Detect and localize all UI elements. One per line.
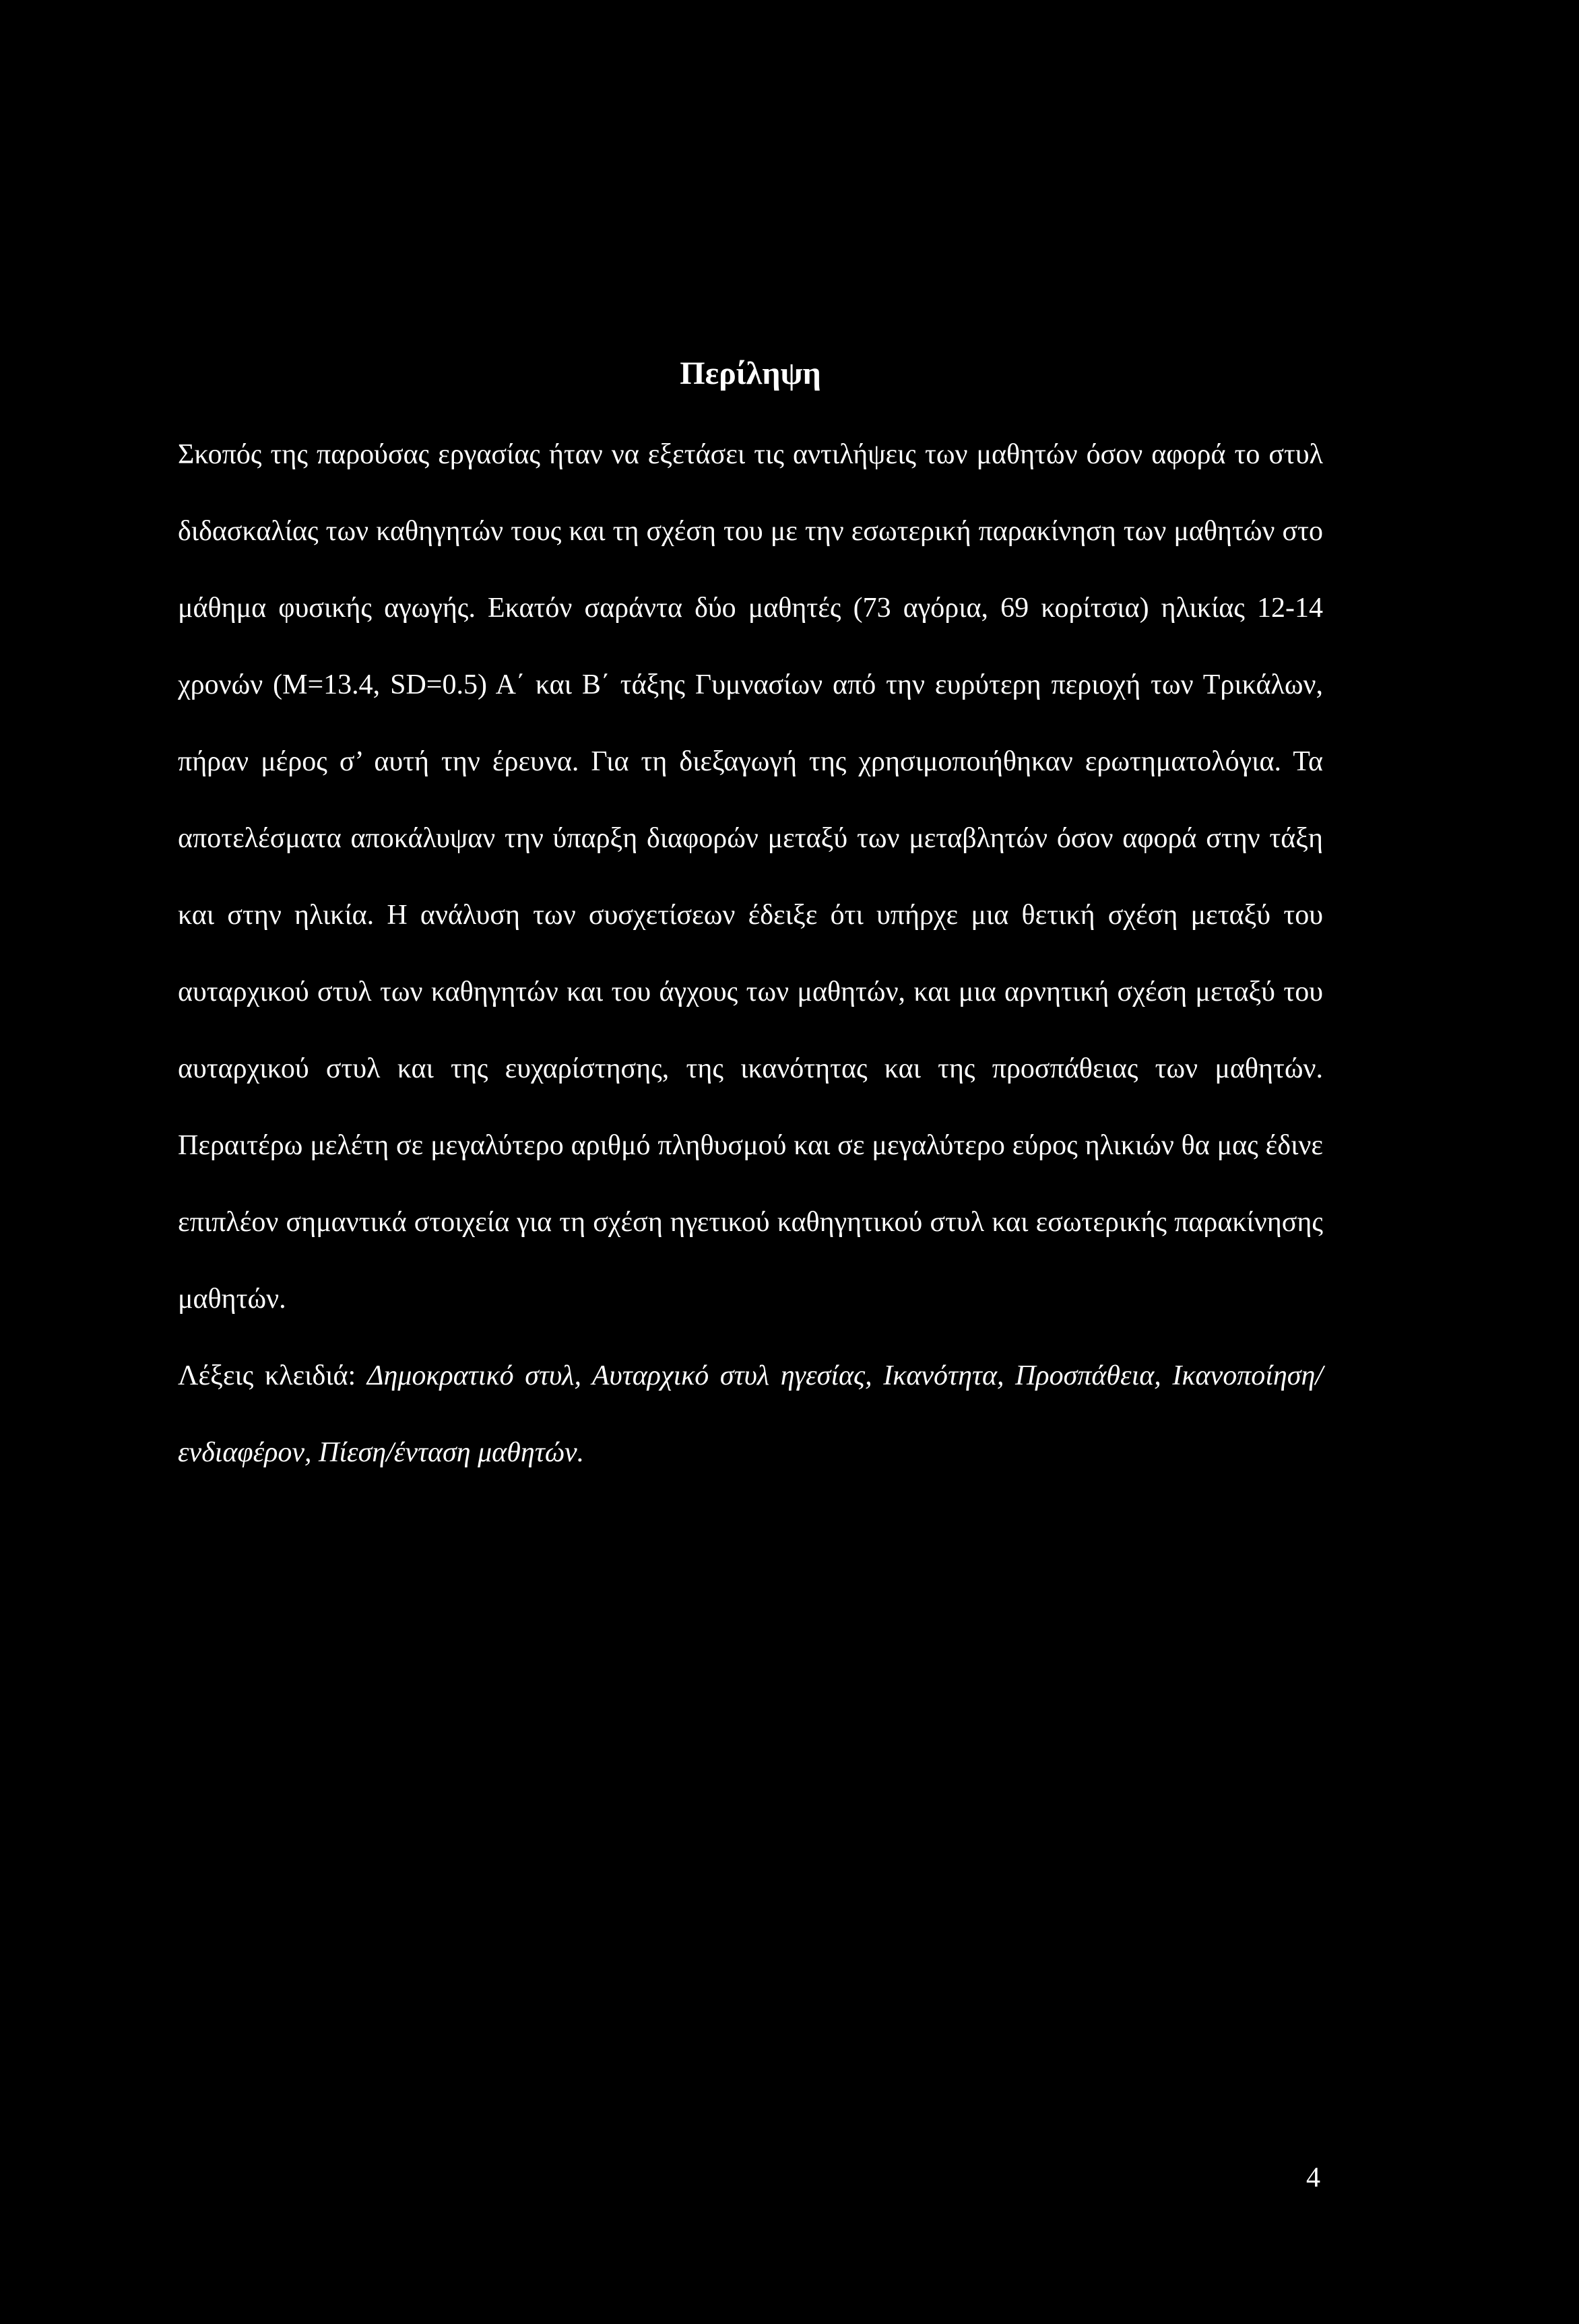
page-number: 4 [1306,2162,1320,2193]
abstract-section [178,350,1323,1491]
keywords-label: Λέξεις κλειδιά: [178,1360,367,1391]
keywords-terms: Δημοκρατικό στυλ, Αυταρχικό στυλ ηγεσίας, Ικανότητα, Προσπάθεια, Ικανοποίηση/ενδιαφέρον, Πίεση/ένταση μαθητών. [178,1360,1323,1468]
abstract-title: Περίληψη [680,356,821,391]
abstract-body: Σκοπός της παρούσας εργασίας ήταν να εξετάσει τις αντιλήψεις των μαθητών όσον αφορά το στυλ διδασκαλίας των καθηγητών τους και τη σχέση του με την εσωτερική παρακίνηση των μαθητών στο μάθημα φυσικής αγωγής. Εκατόν σαράντα δύο μαθητές (73 αγόρια, 69 κορίτσια) ηλικίας 12-14 χρονών (M=13.4, SD=0.5) Α΄ και Β΄ τάξης Γυμνασίων από την ευρύτερη περιοχή των Τρικάλων, πήραν μέρος σ’ αυτή την έρευνα. Για τη διεξαγωγή της χρησιμοποιήθηκαν ερωτηματολόγια. Τα αποτελέσματα αποκάλυψαν την ύπαρξη διαφορών μεταξύ των μεταβλητών όσον αφορά στην τάξη και στην ηλικία. Η ανάλυση των συσχετίσεων έδειξε ότι υπήρχε μια θετική σχέση μεταξύ του αυταρχικού στυλ των καθηγητών και του άγχους των μαθητών, και μια αρνητική σχέση μεταξύ του αυταρχικού στυλ και της ευχαρίστησης, της ικανότητας και της προσπάθειας των μαθητών. Περαιτέρω μελέτη σε μεγαλύτερο αριθμό πληθυσμού και σε μεγαλύτερο εύρος ηλικιών θα μας έδινε επιπλέον σημαντικά στοιχεία για τη σχέση ηγετικού καθηγητικού στυλ και εσωτερικής παρακίνησης μαθητών. [178,439,1323,1315]
keywords-line [178,1337,1323,1491]
